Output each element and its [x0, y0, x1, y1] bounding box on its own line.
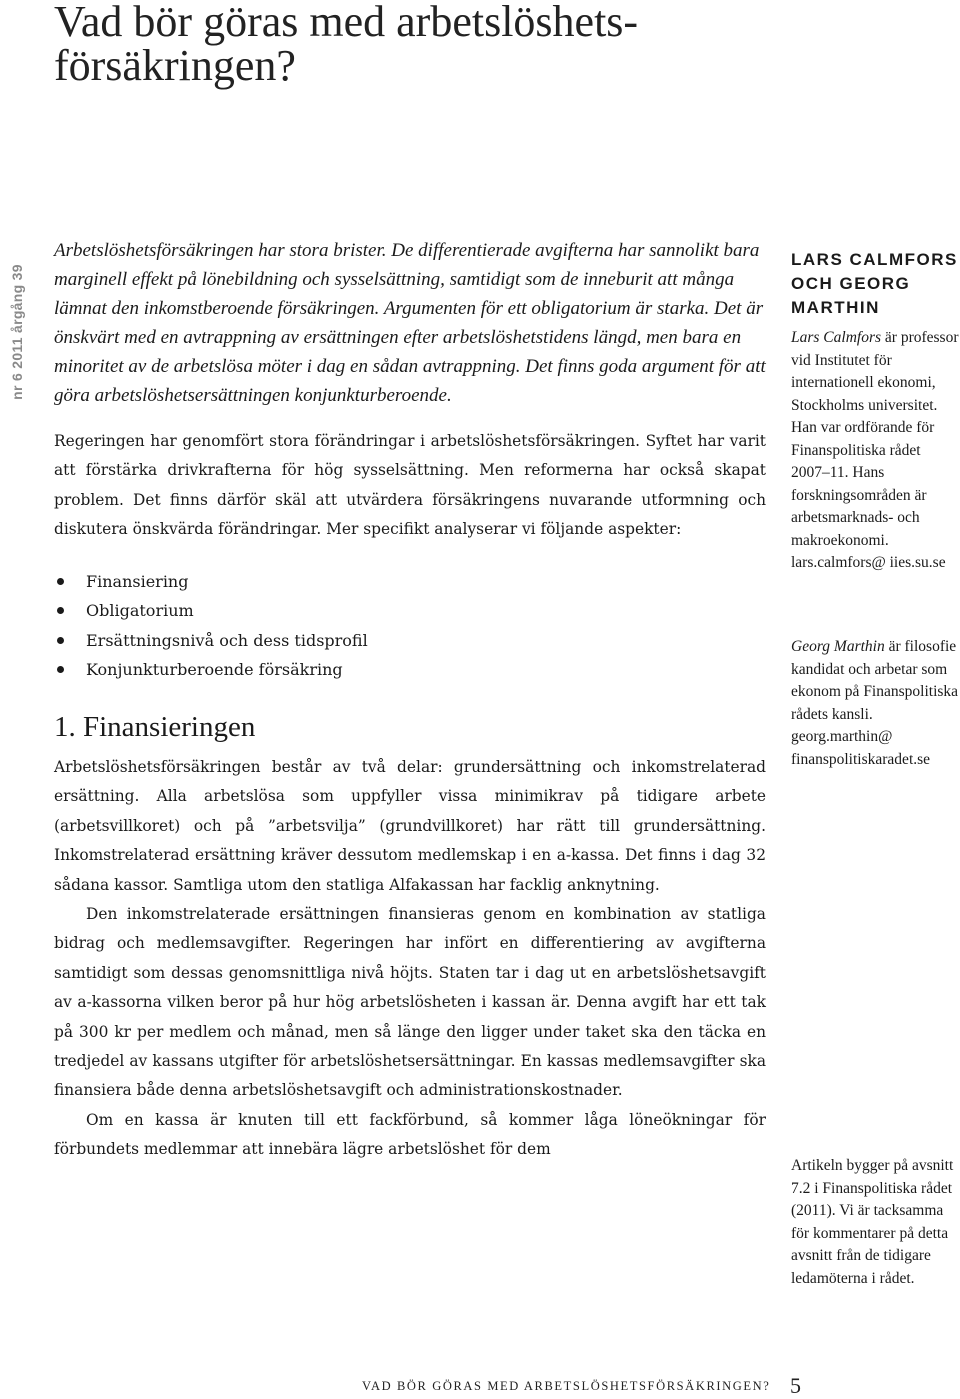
- bullet-icon: [57, 666, 64, 673]
- author-bio-calmfors: [791, 327, 959, 575]
- author-names: LARS CALMFORS OCH GEORG MARTHIN: [791, 250, 958, 317]
- issue-label-text: nr 6 2011 årgång 39: [9, 264, 25, 400]
- section-paragraph-3: Om en kassa är knuten till ett fackförbund, så kommer låga löneökningar för förbundets medlemmar att innebära lägre arbetslöshet för dem: [54, 1110, 766, 1159]
- page-number: 5: [790, 1373, 801, 1398]
- section-paragraph-1: Arbetslöshetsförsäkringen består av två delar: grundersättning och inkomstrelaterad ersättning. Alla arbetslösa som uppfyller vissa minimikrav på tidigare arbete (arbetsvillkoret) och på ”arbetsvilja” (grundvillkoret) har rätt till grundersättning. Inkomstrelaterad ersättning kräver dessutom medlemskap i en a-kassa. Det finns i dag 32 sådana kassor. Samtliga utom den statliga Alfakassan har facklig anknytning.: [54, 758, 766, 894]
- intro-paragraph: Regeringen har genomfört stora förändringar i arbetslöshetsförsäkringen. Syftet har varit att förstärka drivkrafterna för hög sysselsättning. Men reformerna har också skapat problem. Det finns därför skäl att utvärdera försäkringens nuvarande utformning och diskutera önskvärda förändringar. Mer specifikt analyserar vi följande aspekter:: [54, 432, 766, 539]
- author-email: georg.marthin@ finanspolitiskaradet.se: [791, 728, 931, 768]
- section-heading: 1. Finansieringen: [54, 711, 256, 743]
- list-item: Obligatorium: [54, 596, 766, 626]
- article-title: Vad bör göras med arbetslöshets-försäkringen?: [54, 0, 639, 90]
- list-item: Konjunkturberoende försäkring: [54, 655, 766, 685]
- section-paragraph-2: Den inkomstrelaterade ersättningen finansieras genom en kombination av statliga bidrag och medlemsavgifter. Regeringen har infört en differentiering av avgifterna samtidigt som dessas genomsnittliga nivå höjts. Staten tar i dag ut en arbetslöshetsavgift av a-kassorna vilken beror på hur hög arbetslösheten i kassan är. Denna avgift har ett tak på 300 kr per medlem och månad, men så länge den ligger under taket ska den täcka en tredjedel av kassans utgifter för arbetslöshetsersättningar. En kassas medlemsavgifter ska finansiera både denna arbetslöshetsavgift och administrationskostnader.: [54, 905, 766, 1100]
- bullet-icon: [57, 607, 64, 614]
- lead-paragraph: Arbetslöshetsförsäkringen har stora brister. De differentierade avgifterna har sannolikt bara marginell effekt på lönebildning och sysselsättning, samtidigt som de inneburit att många lämnat den inkomstberoende försäkringen. Argumenten för ett obligatorium är starka. Det är önskvärt med en avtrappning av ersättningen efter arbetslöshetstidens längd, men bara en minoritet av de arbetslösa möter i dag en sådan avtrappning. Det finns goda argument för att göra arbetslöshetsersättningen konjunkturberoende.: [54, 240, 766, 406]
- author-name: Lars Calmfors: [791, 329, 882, 346]
- aspects-list: [54, 567, 766, 685]
- bullet-icon: [57, 578, 64, 585]
- list-item: Ersättningsnivå och dess tidsprofil: [54, 626, 766, 656]
- author-bio-text: är filosofie kandidat och arbetar som ekonom på Finanspolitiska rådets kansli.: [791, 638, 959, 723]
- author-bio-text: är professor vid Institutet för internationell ekonomi, Stockholms universitet. Han var ordförande för Finanspolitiska rådet 2007–11. Hans forskningsområden är arbetsmarknads- och makroekonomi.: [791, 329, 959, 549]
- author-name: Georg Marthin: [791, 638, 885, 655]
- article-note: Artikeln bygger på avsnitt 7.2 i Finanspolitiska rådet (2011). Vi är tacksamma för kommentarer på detta avsnitt från de tidigare ledamöterna i rådet.: [791, 1157, 954, 1287]
- list-item: Finansiering: [54, 567, 766, 597]
- running-title: VAD BÖR GÖRAS MED ARBETSLÖSHETSFÖRSÄKRINGEN?: [362, 1379, 771, 1393]
- author-email: lars.calmfors@ iies.su.se: [791, 554, 946, 571]
- main-column: [54, 236, 766, 1165]
- bullet-icon: [57, 637, 64, 644]
- author-bio-marthin: [791, 636, 959, 771]
- issue-label: [2, 252, 32, 412]
